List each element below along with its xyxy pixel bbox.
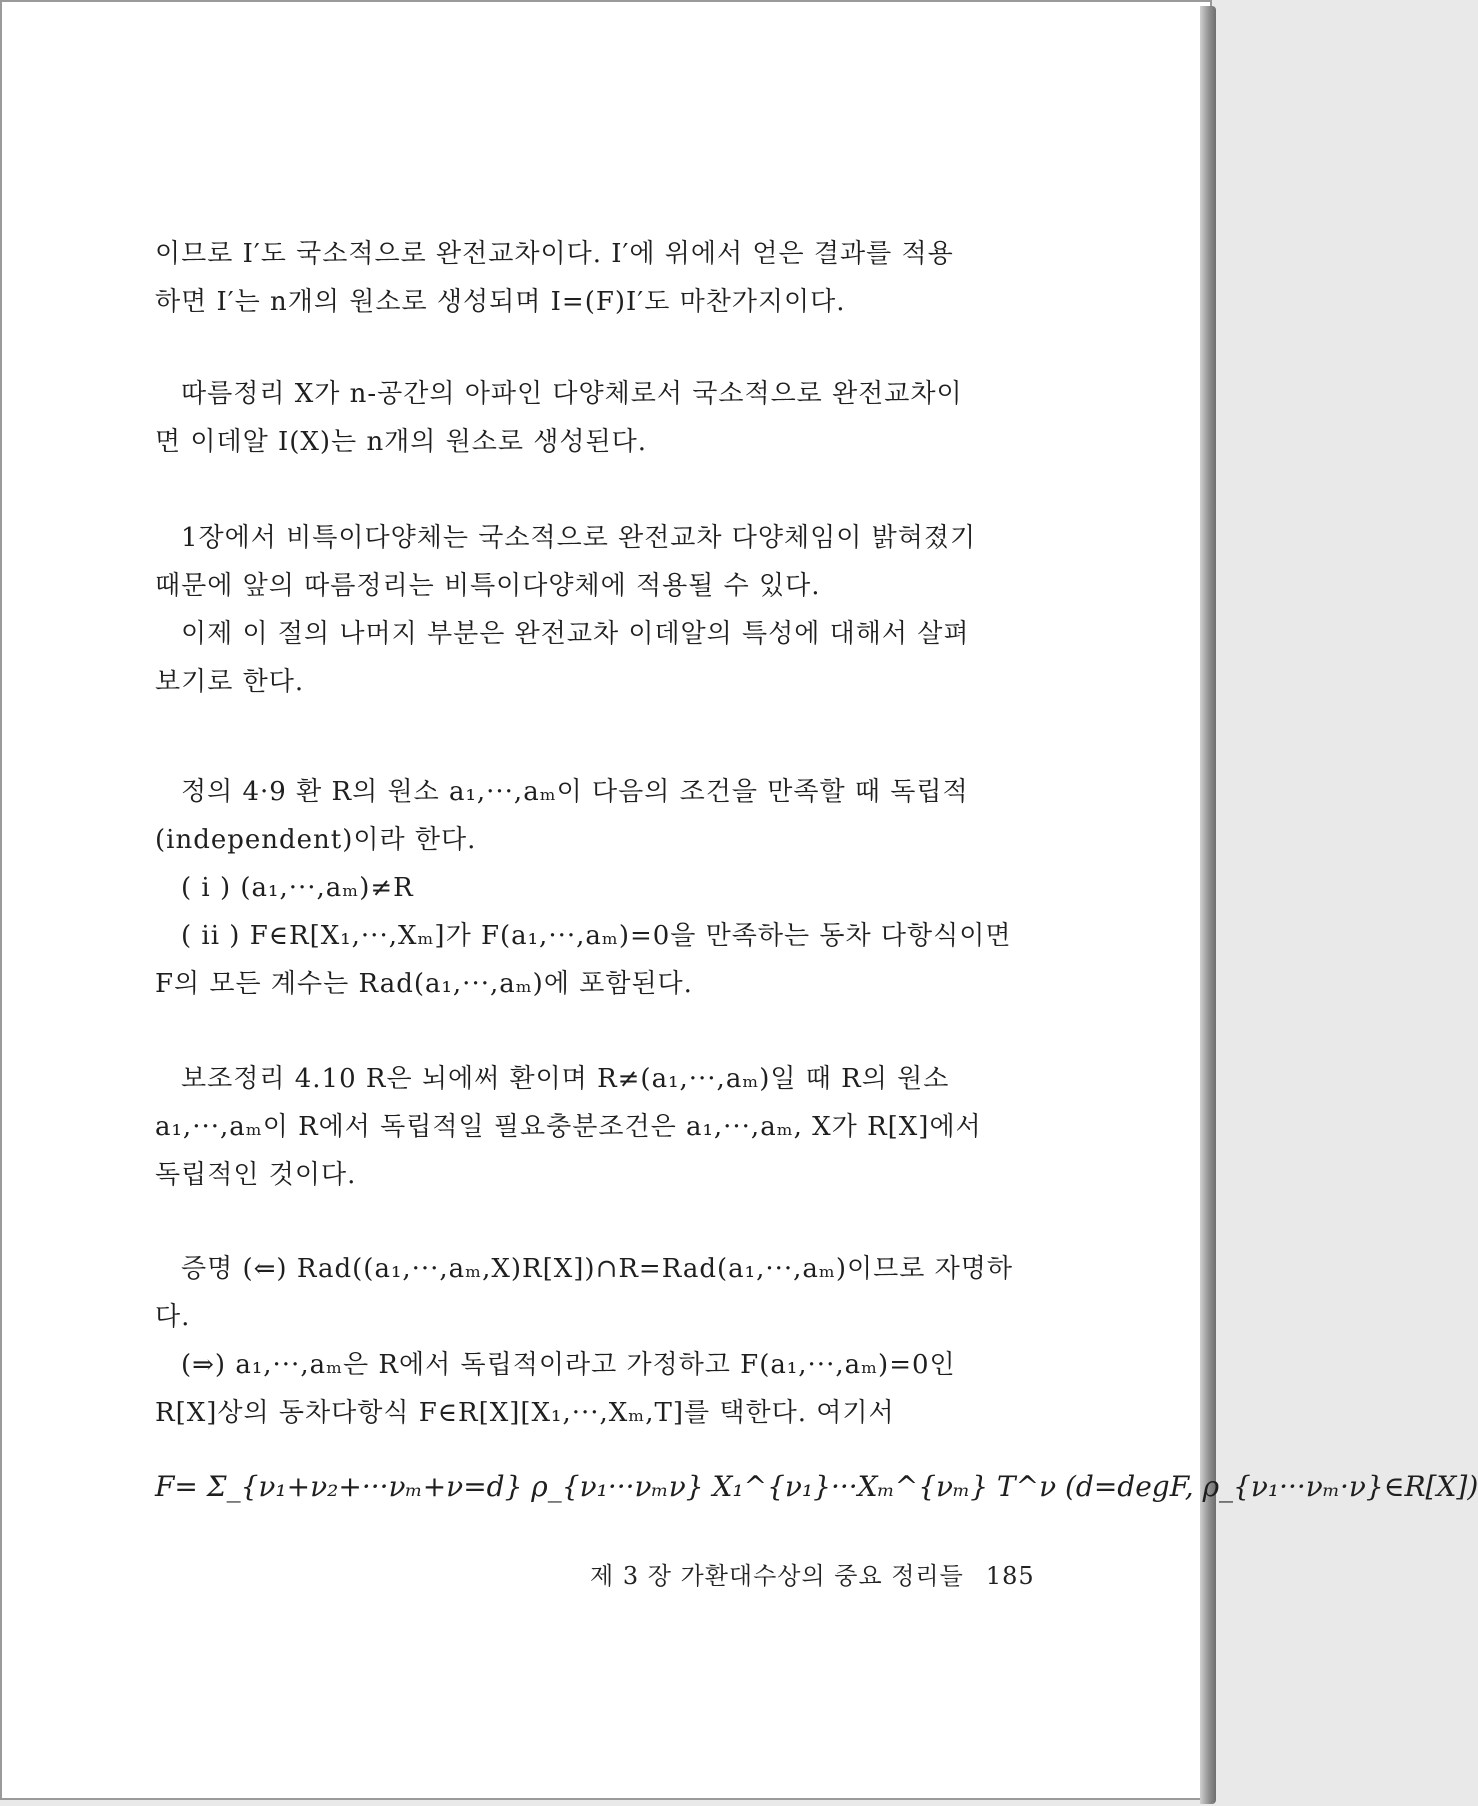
definition-paragraph — [155, 768, 1040, 1008]
text-line: 때문에 앞의 따름정리는 비특이다양체에 적용될 수 있다. — [155, 571, 821, 601]
running-footer — [590, 1556, 1035, 1591]
text-line: 다. — [155, 1302, 191, 1332]
text-line: F의 모든 계수는 Rad(a₁,···,aₘ)에 포함된다. — [155, 969, 693, 999]
text-line: 1장에서 비특이다양체는 국소적으로 완전교차 다양체임이 밝혀졌기 — [181, 523, 977, 553]
text-line: 정의 4·9 환 R의 원소 a₁,···,aₘ이 다음의 조건을 만족할 때 독립적 — [181, 777, 969, 807]
text-line: (⇒) a₁,···,aₘ은 R에서 독립적이라고 가정하고 F(a₁,···,aₘ)=0인 — [181, 1350, 956, 1380]
text-line: ( ii ) F∈R[X₁,···,Xₘ]가 F(a₁,···,aₘ)=0을 만족하는 동차 다항식이면 — [181, 921, 1012, 951]
text-line: (independent)이라 한다. — [155, 825, 477, 855]
corollary-paragraph — [155, 370, 1040, 466]
text-line: 증명 (⇐) Rad((a₁,···,aₘ,X)R[X])∩R=Rad(a₁,···,aₘ)이므로 자명하 — [181, 1254, 1013, 1284]
paragraph-3 — [155, 514, 1040, 706]
text-line: 보조정리 4.10 R은 뇌에써 환이며 R≠(a₁,···,aₘ)일 때 R의 원소 — [181, 1064, 950, 1094]
text-line: ( i ) (a₁,···,aₘ)≠R — [181, 873, 414, 903]
text-line: 이제 이 절의 나머지 부분은 완전교차 이데알의 특성에 대해서 살펴 — [181, 619, 970, 649]
text-line: 하면 I′는 n개의 원소로 생성되며 I=(F)I′도 마찬가지이다. — [155, 287, 846, 317]
display-formula: F= Σ_{ν₁+ν₂+···νₘ+ν=d} ρ_{ν₁···νₘν} X₁^{ν₁}···Xₘ^{νₘ} T^ν (d=degF, ρ_{ν₁···νₘ·ν}∈R[X]) — [155, 1470, 1478, 1503]
chapter-title: 제 3 장 가환대수상의 중요 정리들 — [590, 1562, 964, 1590]
page-number: 185 — [985, 1562, 1035, 1590]
lemma-paragraph — [155, 1055, 1040, 1199]
text-line: R[X]상의 동차다항식 F∈R[X][X₁,···,Xₘ,T]를 택한다. 여기서 — [155, 1398, 895, 1428]
paragraph-1 — [155, 230, 1040, 326]
text-line: 독립적인 것이다. — [155, 1160, 357, 1190]
text-line: 이므로 I′도 국소적으로 완전교차이다. I′에 위에서 얻은 결과를 적용 — [155, 239, 954, 269]
text-line: 면 이데알 I(X)는 n개의 원소로 생성된다. — [155, 427, 648, 457]
text-line: a₁,···,aₘ이 R에서 독립적일 필요충분조건은 a₁,···,aₘ, X가 R[X]에서 — [155, 1112, 982, 1142]
proof-paragraph — [155, 1245, 1040, 1437]
text-line: 따름정리 X가 n-공간의 아파인 다양체로서 국소적으로 완전교차이 — [181, 379, 963, 409]
page-stack-edge — [1200, 6, 1216, 1804]
text-line: 보기로 한다. — [155, 667, 305, 697]
